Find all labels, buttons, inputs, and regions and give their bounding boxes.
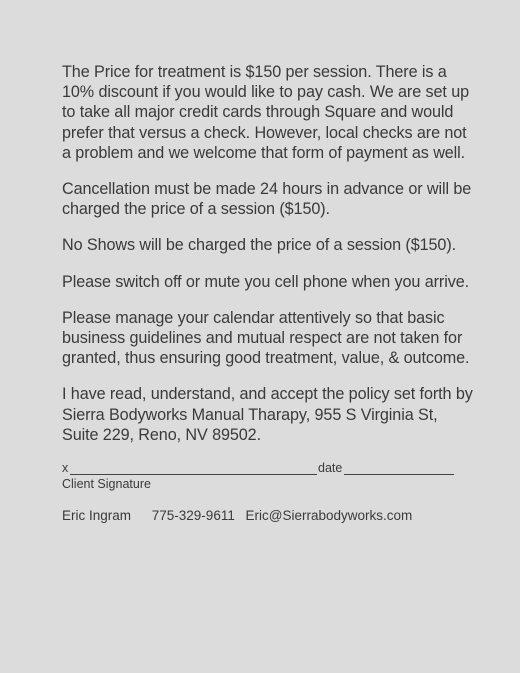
pricing-paragraph: The Price for treatment is $150 per session. There is a 10% discount if you would like to pay cash. We are set up to take all major credit cards through Square and would prefer that versus a check. However, local checks are not a problem and we welcome that form of payment as well. [62, 63, 470, 162]
date-field[interactable] [344, 474, 454, 475]
contact-phone: 775-329-9611 [151, 508, 235, 524]
signature-field[interactable] [70, 474, 317, 475]
contact-info [62, 508, 480, 524]
contact-name: Eric Ingram [62, 508, 132, 524]
calendar-paragraph: Please manage your calendar attentively so that basic business guidelines and mutual respect are not taken for granted, thus ensuring good treatment, value, & outcome. [62, 308, 470, 368]
cell-phone-paragraph: Please switch off or mute you cell phone when you arrive. [62, 272, 470, 291]
signature-line [62, 461, 480, 475]
cancellation-paragraph: Cancellation must be made 24 hours in advance or will be charged the price of a session ($150). [62, 180, 472, 219]
acceptance-paragraph: I have read, understand, and accept the policy set forth by Sierra Bodyworks Manual Tharapy, 955 S Virginia St, Suite 229, Reno, NV 89502. [62, 385, 473, 444]
signature-x-mark: x [62, 461, 69, 476]
contact-email: Eric@Sierrabodyworks.com [245, 508, 413, 524]
no-show-paragraph: No Shows will be charged the price of a session ($150). [62, 236, 457, 255]
date-label: date [318, 461, 343, 476]
client-signature-caption: Client Signature [62, 477, 151, 492]
